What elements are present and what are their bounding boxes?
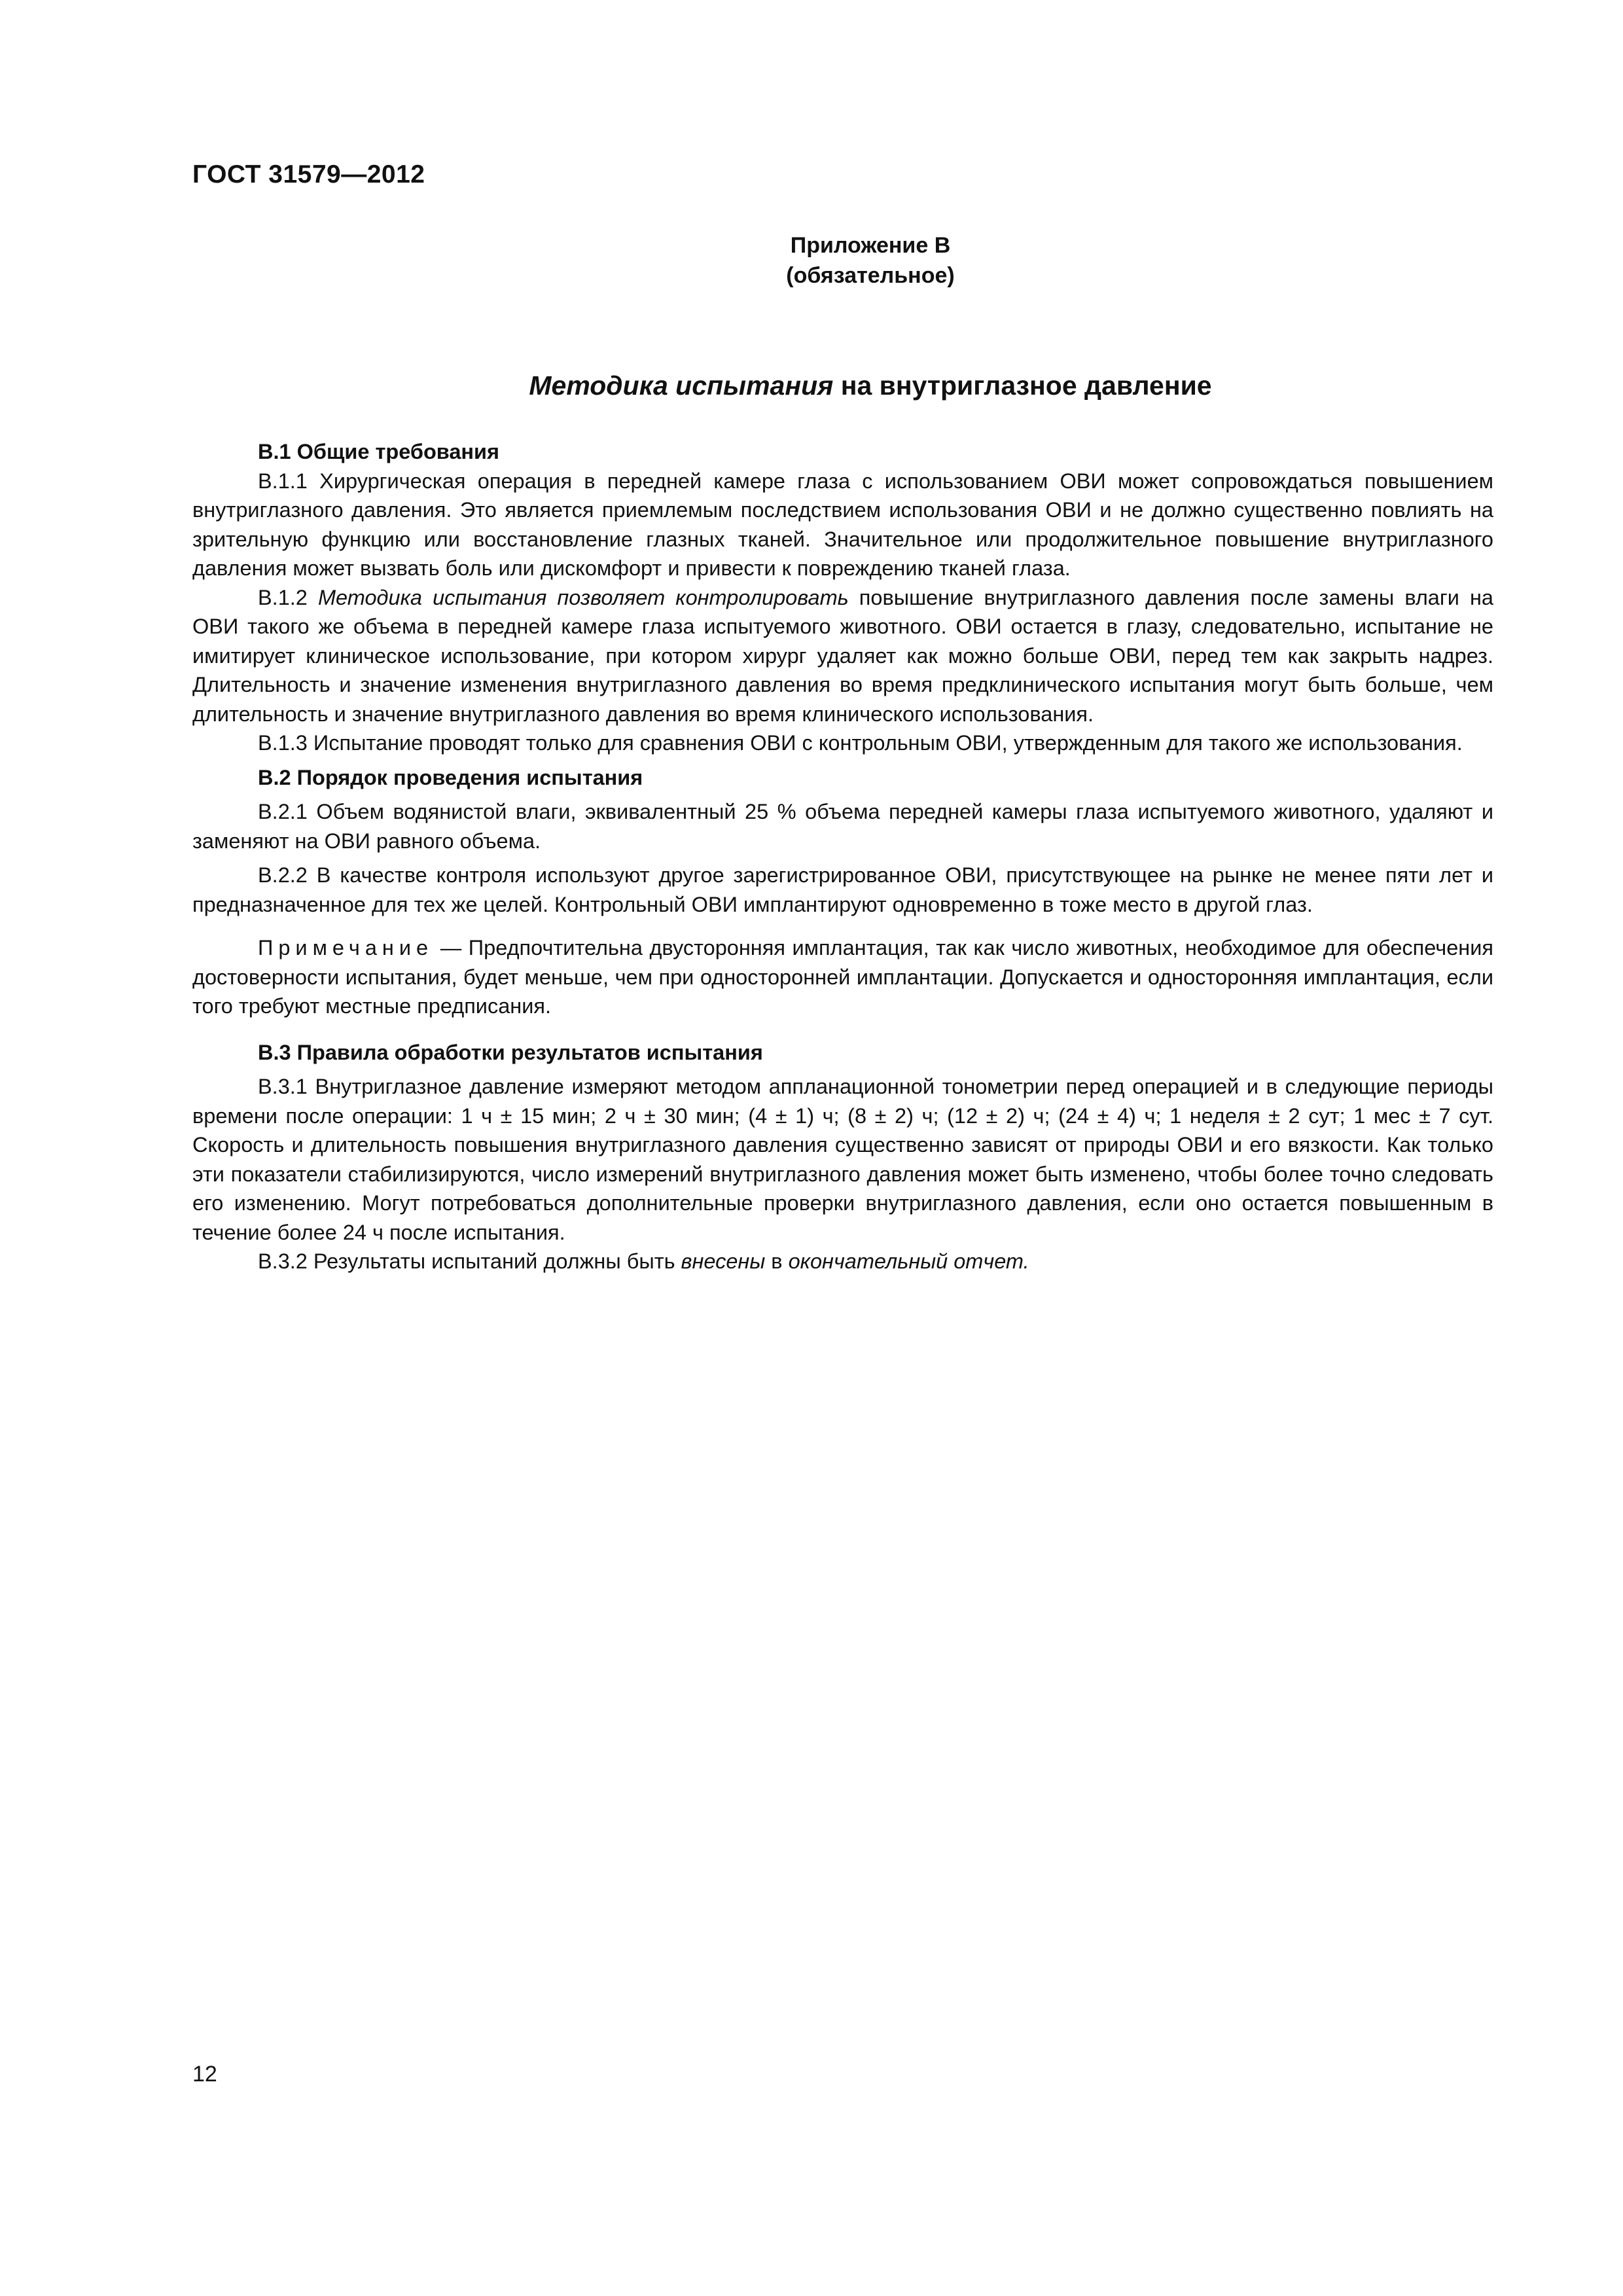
note-text: — Предпочтительна двусторонняя имплантация, так как число животных, необходимое для обеспечения достоверности испытания, будет меньше, чем при односторонней имплантации. Допускается и односторонняя имплантация, если того требуют местные предписания. [192, 936, 1493, 1018]
note-paragraph [192, 933, 1493, 1021]
document-id: ГОСТ 31579—2012 [192, 160, 425, 188]
section-heading-b1: В.1 Общие требования [258, 440, 500, 463]
paragraph-b3-1: В.3.1 Внутриглазное давление измеряют методом аппланационной тонометрии перед операцией и в следующие периоды времени после операции: 1 ч ± 15 мин; 2 ч ± 30 мин; (4 ± 1) ч; (8 ± 2) ч; (12 ± 2) ч; (24 ± 4) ч; 1 неделя ± 2 сут; 1 мес ± 7 сут. Скорость и длительность повышения внутриглазного давления существенно зависят от природы ОВИ и его вязкости. Как только эти показатели стабилизируются, число измерений внутриглазного давления может быть изменено, чтобы более точно следовать его изменению. Могут потребоваться дополнительные проверки внутриглазного давления, если оно остается повышенным в течение более 24 ч после испытания. [192, 1075, 1493, 1244]
note-label: Примечание [258, 936, 434, 960]
appendix-status: (обязательное) [786, 263, 955, 288]
page-number: 12 [192, 2062, 217, 2087]
paragraph-b1-1: В.1.1 Хирургическая операция в передней камере глаза с использованием ОВИ может сопровождаться повышением внутриглазного давления. Это является приемлемым последствием использования ОВИ и не должно существенно повлиять на зрительную функцию или восстановление глазных тканей. Значительное или продолжительное повышение внутриглазного давления может вызвать боль или дискомфорт и привести к повреждению тканей глаза. [192, 469, 1493, 580]
paragraph-b1-2 [192, 583, 1493, 729]
main-title-rest: на внутриглазное давление [833, 370, 1212, 401]
appendix-heading [0, 230, 1623, 291]
paragraph-b1-3: В.1.3 Испытание проводят только для сравнения ОВИ с контрольным ОВИ, утвержденным для такого же использования. [258, 731, 1463, 755]
paragraph-b1-2-number: В.1.2 [258, 585, 318, 609]
paragraph-b3-2-text-a: В.3.2 Результаты испытаний должны быть [258, 1249, 681, 1273]
document-body [192, 437, 1493, 1276]
paragraph-b1-2-text: повышение внутриглазного давления после замены влаги на ОВИ такого же объема в передней камере глаза испытуемого животного. ОВИ остается в глазу, следовательно, испытание не имитирует клиническое использование, при котором хирург удаляет как можно больше ОВИ, перед тем как закрыть надрез. Длительность и значение изменения внутриглазного давления во время предклинического испытания могут быть больше, чем длительность и значение внутриглазного давления во время клинического использования. [192, 585, 1493, 726]
main-title [0, 370, 1623, 401]
paragraph-b3-2-italic-1: внесены [681, 1249, 766, 1273]
paragraph-b3-2-italic-2: окончательный отчет. [788, 1249, 1029, 1273]
main-title-italic: Методика испытания [529, 370, 834, 401]
paragraph-b1-2-italic: Методика испытания позволяет контролировать [317, 585, 849, 609]
paragraph-b3-2-text-b: в [765, 1249, 789, 1273]
paragraph-b2-1: В.2.1 Объем водянистой влаги, эквивалентный 25 % объема передней камеры глаза испытуемого животного, удаляют и заменяют на ОВИ равного объема. [192, 800, 1493, 853]
paragraph-b3-2 [192, 1247, 1493, 1276]
appendix-label: Приложение В [790, 233, 951, 258]
paragraph-b2-2: В.2.2 В качестве контроля используют другое зарегистрированное ОВИ, присутствующее на рынке не менее пяти лет и предназначенное для тех же целей. Контрольный ОВИ имплантируют одновременно в тоже место в другой глаз. [192, 863, 1493, 916]
section-heading-b2: В.2 Порядок проведения испытания [258, 765, 643, 789]
section-heading-b3: В.3 Правила обработки результатов испытания [258, 1040, 763, 1064]
